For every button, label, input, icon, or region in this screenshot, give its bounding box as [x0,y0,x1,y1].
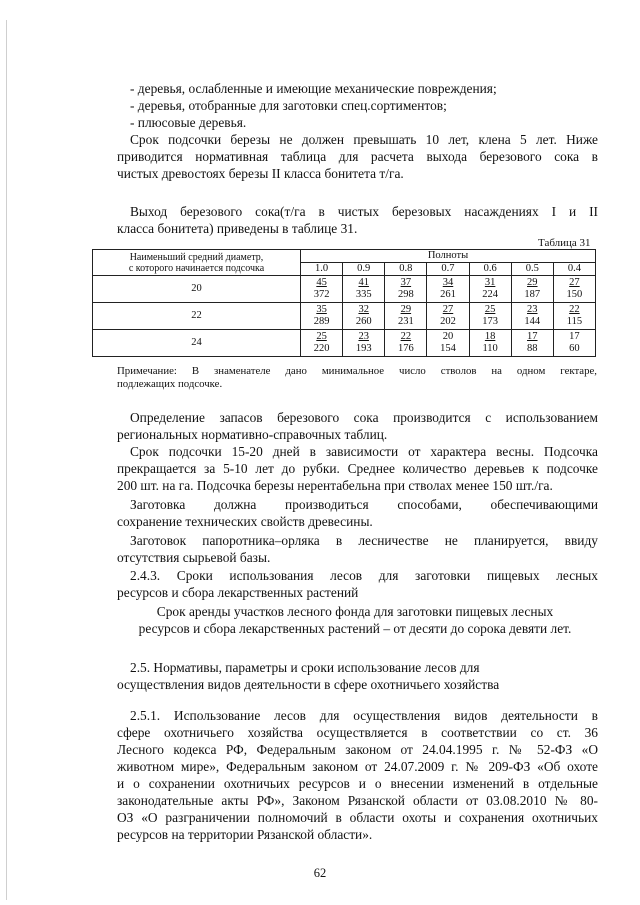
yield-value: 29 [400,304,412,315]
section-243-heading-line-2: ресурсов и сбора лекарственных растений [117,585,359,600]
para-supply-line-1: Определение запасов березового сока производится с использованием [130,410,598,425]
trees-count: 289 [313,316,330,327]
trees-count: 176 [397,343,414,354]
yield-cell [301,330,343,357]
yield-value: 22 [400,331,412,342]
table-row [93,276,596,303]
trees-count: 187 [524,289,541,300]
yield-cell [553,303,595,330]
yield-value: 45 [316,277,327,288]
yield-value: 17 [527,331,538,342]
para-yield-line-1: Выход березового сока(т/га в чистых березовых насаждениях I и II [130,204,598,219]
yield-value: 17 [569,331,580,342]
yield-value: 41 [358,277,369,288]
trees-count: 150 [566,289,583,300]
yield-value: 37 [400,277,412,288]
para-yield-line-2: класса бонитета) приведены в таблице 31. [117,221,358,236]
yield-cell [427,330,469,357]
trees-count: 261 [440,289,456,300]
density-col: 0.7 [427,263,469,276]
yield-value: 27 [569,277,580,288]
trees-count: 115 [566,316,583,327]
yield-value: 29 [527,277,538,288]
section-243-heading-line-1: 2.4.3. Сроки использования лесов для заготовки пищевых лесных [130,568,598,583]
yield-value: 32 [358,304,369,315]
density-col: 0.8 [385,263,427,276]
trees-count: 372 [313,289,330,300]
trees-count: 193 [355,343,372,354]
table-note-line-2: подлежащих подсочке. [117,378,223,390]
yield-value: 23 [527,304,538,315]
sap-yield-table [92,249,596,357]
yield-cell [511,330,553,357]
yield-cell [343,330,385,357]
para-term-line-1: Срок подсочки березы не должен превышать 10 лет, клена 5 лет. Ниже [130,132,598,147]
bullet-weakened-trees: - деревья, ослабленные и имеющие механические повреждения; [130,81,497,96]
page-number: 62 [313,866,327,880]
trees-count: 60 [569,343,580,354]
trees-count: 154 [440,343,456,354]
yield-cell [301,276,343,303]
trees-count: 335 [355,289,372,300]
yield-value: 18 [484,331,496,342]
table-note-line-1: Примечание: В знаменателе дано минимальное число стволов на одном гектаре, [117,365,597,377]
bullet-selected-trees: - деревья, отобранные для заготовки спец.сортиментов; [130,98,447,113]
yield-cell [553,330,595,357]
para-251-line-7: ОЗ «О разграничении полномочий в области охоты и сохранения охотничьих [117,810,598,825]
para-251-line-2: сфере охотничьего хозяйства осуществляется в соответствии со ст. 36 [117,725,598,740]
para-harvest-line-2: сохранение технических свойств древесины. [117,514,373,529]
yield-cell [343,303,385,330]
yield-cell [385,276,427,303]
para-harvest-line-1: Заготовка должна производиться способами, обеспечивающими [130,497,598,512]
table-caption: Таблица 31 [538,237,591,249]
trees-count: 144 [524,316,541,327]
yield-value: 25 [484,304,496,315]
para-period-line-2: прекращается за 5-10 лет до рубки. Среднее количество деревьев к подсочке [117,461,598,476]
para-251-line-5: и о сохранении охотничьих ресурсов и о внесении изменений в отдельные [117,776,598,791]
para-fern-line-1: Заготовок папоротника–орляка в лесничестве не планируется, ввиду [130,533,598,548]
table-row [93,303,596,330]
para-period-line-1: Срок подсочки 15-20 дней в зависимости от характера весны. Подсочка [130,444,598,459]
yield-cell [301,303,343,330]
para-fern-line-2: отсутствия сырьевой базы. [117,550,271,565]
para-251-line-1: 2.5.1. Использование лесов для осуществления видов деятельности в [130,708,598,723]
trees-count: 231 [397,316,414,327]
density-col: 0.6 [469,263,511,276]
yield-value: 20 [442,331,454,342]
para-lease-line-2: ресурсов и сбора лекарственных растений – от десяти до сорока девяти лет. [138,621,572,636]
yield-value: 23 [358,331,369,342]
density-col: 0.9 [343,263,385,276]
trees-count: 260 [355,316,372,327]
diameter-header [93,250,301,276]
yield-cell [469,330,511,357]
section-25-heading-line-2: осуществления видов деятельности в сфере охотничьего хозяйства [117,677,500,692]
density-col: 0.4 [553,263,595,276]
yield-cell [385,303,427,330]
density-header: Полноты [301,250,596,263]
para-251-line-3: Лесного кодекса РФ, Федеральным законом от 24.04.1995 г. № 52-ФЗ «О [117,742,598,757]
trees-count: 298 [397,289,414,300]
yield-value: 34 [442,277,454,288]
para-term-line-2: приводится нормативная таблица для расчета выхода березового сока в [117,149,598,164]
table-row [93,330,596,357]
para-lease-line-1: Срок аренды участков лесного фонда для заготовки пищевых лесных [156,604,554,619]
yield-cell [427,276,469,303]
yield-cell [553,276,595,303]
trees-count: 110 [482,343,498,354]
yield-cell [343,276,385,303]
density-col: 1.0 [301,263,343,276]
yield-cell [511,303,553,330]
trees-count: 88 [527,343,538,354]
para-251-line-4: животном мире», Федеральным законом от 24.07.2009 г. № 209-ФЗ «Об охоте [117,759,598,774]
diameter-cell: 22 [93,303,301,330]
para-251-line-8: ресурсов на территории Рязанской области». [117,827,373,842]
yield-cell [427,303,469,330]
diameter-header-line-2: с которого начинается подсочка [128,262,265,274]
section-25-heading-line-1: 2.5. Нормативы, параметры и сроки использование лесов для [130,660,480,675]
trees-count: 224 [482,289,498,300]
scan-edge [6,20,7,900]
density-col: 0.5 [511,263,553,276]
trees-count: 220 [313,343,330,354]
para-251-line-6: законодательные акты РФ», Законом Рязанской области от 03.08.2010 № 80- [117,793,598,808]
yield-value: 22 [569,304,580,315]
diameter-cell: 24 [93,330,301,357]
yield-value: 31 [484,277,496,288]
yield-value: 35 [316,304,327,315]
yield-cell [511,276,553,303]
yield-value: 27 [442,304,454,315]
trees-count: 173 [482,316,498,327]
para-period-line-3: 200 шт. на га. Подсочка березы нерентабельна при стволах менее 150 шт./га. [117,478,553,493]
diameter-header-line-1: Наименьший средний диаметр, [129,251,264,263]
yield-cell [469,303,511,330]
para-term-line-3: чистых древостоях березы II класса бонитета т/га. [117,166,404,181]
para-supply-line-2: региональных нормативно-справочных таблиц. [117,427,388,442]
yield-cell [385,330,427,357]
trees-count: 202 [440,316,456,327]
bullet-plus-trees: - плюсовые деревья. [130,115,247,130]
yield-value: 25 [316,331,327,342]
diameter-cell: 20 [93,276,301,303]
yield-cell [469,276,511,303]
